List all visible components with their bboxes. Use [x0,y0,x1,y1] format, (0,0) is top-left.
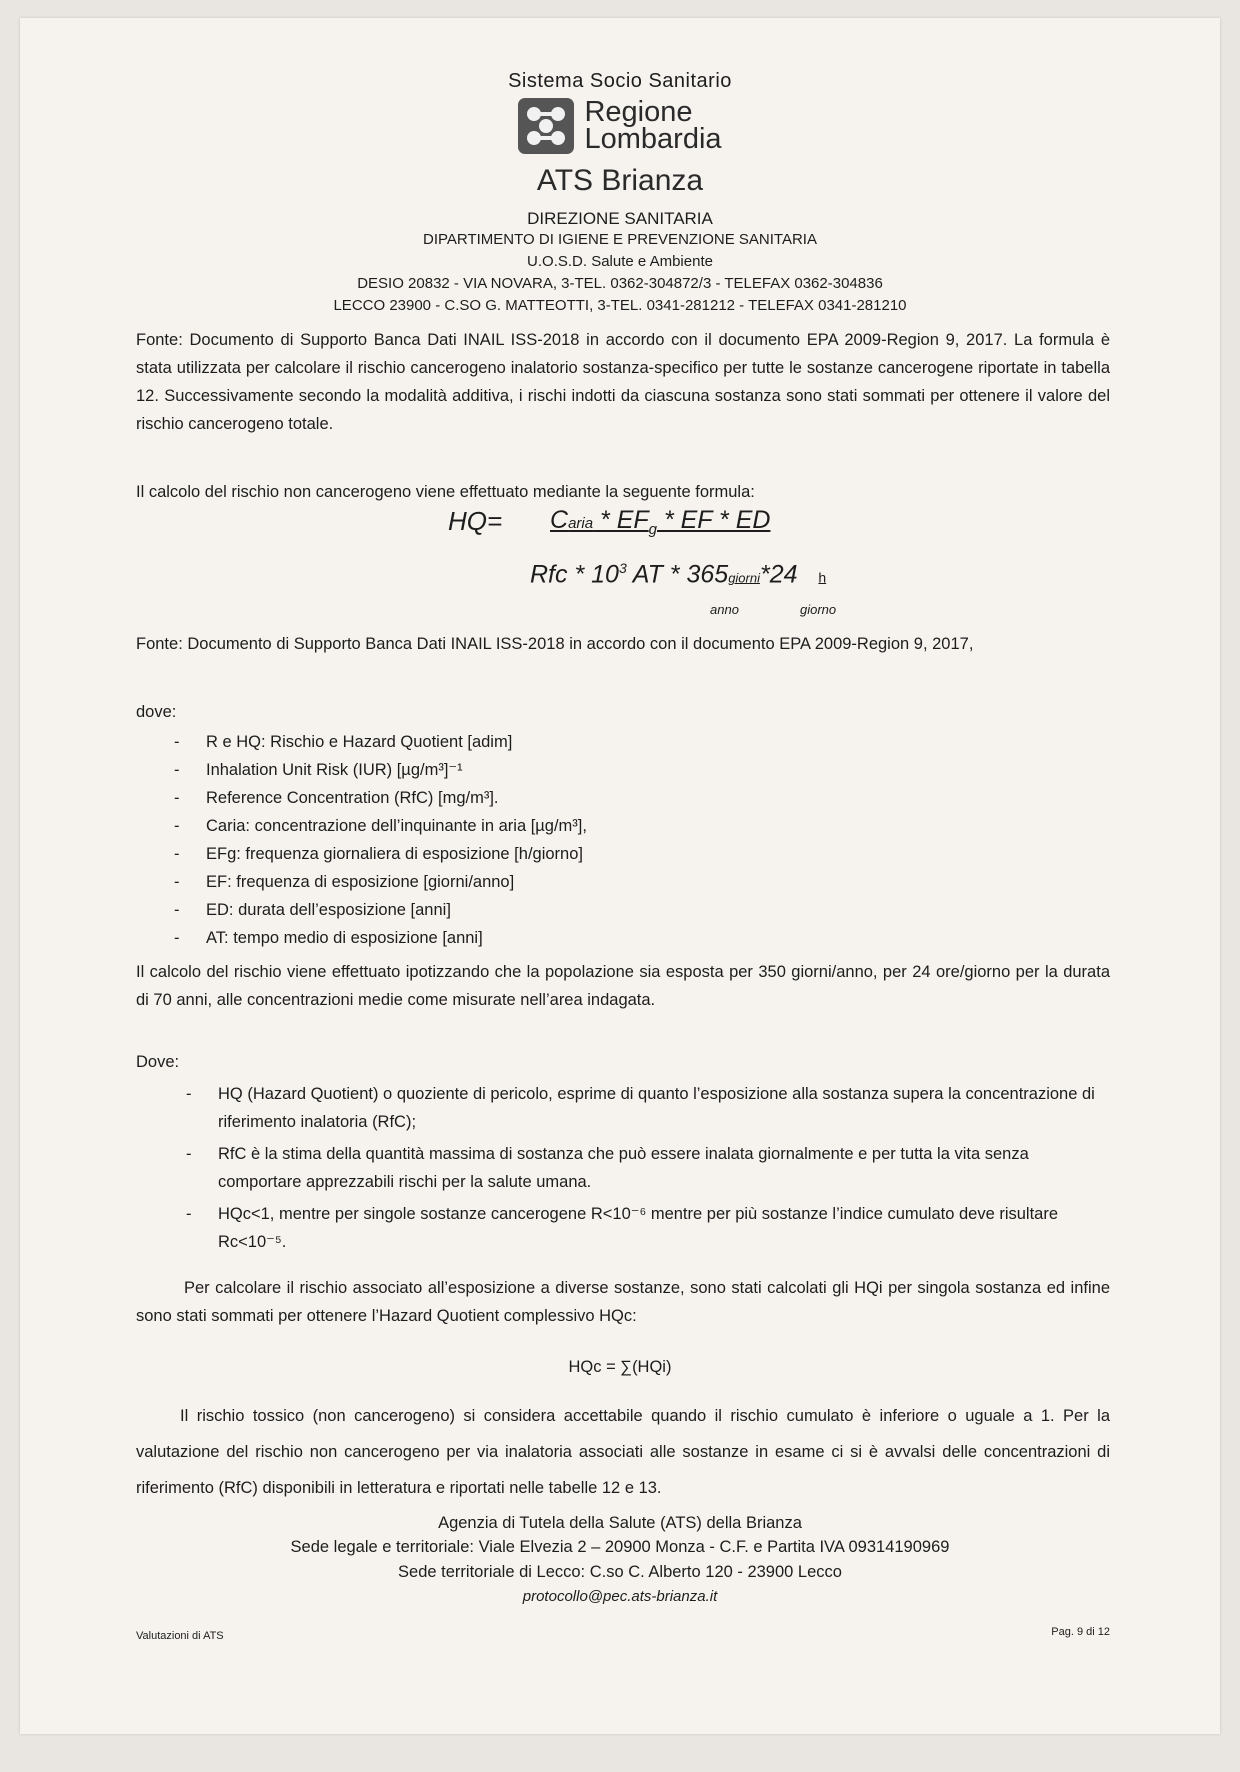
formula-anno: anno [710,602,739,617]
formula-denominator [530,560,826,589]
dove-label-2: Dove: [136,1053,180,1071]
list-item: - EFg: frequenza giornaliera di esposizione [h/giorno] [206,840,1106,868]
list-item: - Caria: concentrazione dell’inquinante in aria [µg/m³], [206,812,1106,840]
den-h: h [818,569,827,586]
logo-line-2: Lombardia [584,123,722,155]
num-ef-sub: g [648,521,657,538]
header-ats: ATS Brianza [536,164,704,197]
header-direzione: DIREZIONE SANITARIA [527,209,713,228]
paragraph-formula-intro: Il calcolo del rischio non cancerogeno viene effettuato mediante la seguente formula: [136,483,755,501]
list-item: - Inhalation Unit Risk (IUR) [µg/m³]⁻¹ [206,756,1106,784]
list-item: - RfC è la stima della quantità massima di sostanza che può essere inalata giornalmente e per tutta la vita senza comportare apprezzabili rischi per la salute umana. [218,1140,1108,1196]
den-rfc: Rfc * 10 [530,560,619,589]
header-uosd: U.O.S.D. Salute e Ambiente [527,253,713,270]
footer-agenzia: Agenzia di Tutela della Salute (ATS) della Brianza [438,1514,802,1532]
header-lecco: LECCO 23900 - C.SO G. MATTEOTTI, 3-TEL. 0341-281212 - TELEFAX 0341-281210 [333,297,907,314]
logo-line-1: Regione [584,96,693,128]
footer-sede-legale: Sede legale e territoriale: Viale Elvezia 2 – 20900 Monza - C.F. e Partita IVA 09314190969 [290,1538,950,1556]
den-giorni: giorni [728,570,760,586]
paragraph-fonte-1: Fonte: Documento di Supporto Banca Dati INAIL ISS-2018 in accordo con il documento EPA 2009-Region 9, 2017. La formula è stata utilizzata per calcolare il rischio cancerogeno inalatorio sostanza-specifico per tutte le sostanze cancerogene riportate in tabella 12. Successivamente secondo la modalità additiva, i rischi indotti da ciascuna sostanza sono stati sommati per ottenere il valore del rischio cancerogeno totale. [136,331,1110,433]
list-item: - Reference Concentration (RfC) [mg/m³]. [206,784,1106,812]
equation-hqc: HQc = ∑(HQi) [568,1358,672,1376]
conditions-list [218,1080,1108,1256]
paragraph-hq-calc: Per calcolare il rischio associato all’esposizione a diverse sostanze, sono stati calcolati gli HQi per singola sostanza ed infine sono stati sommati per ottenere l’Hazard Quotient complessivo HQc: [136,1279,1110,1325]
dove-label-1: dove: [136,703,177,721]
list-item: - R e HQ: Rischio e Hazard Quotient [adim] [206,728,1106,756]
formula-lhs: HQ= [448,506,503,536]
list-item: - AT: tempo medio di esposizione [anni] [206,924,1106,952]
formula-giorno: giorno [800,602,837,617]
paragraph-rischio-tossico: Il rischio tossico (non cancerogeno) si considera accettabile quando il rischio cumulato è inferiore o uguale a 1. Per la valutazione del rischio non cancerogeno per via inalatoria associati alle sostanze in esame ci si è avvalsi delle concentrazioni di riferimento (RfC) disponibili in letteratura e riportati nelle tabelle 12 e 13. [136,1407,1110,1497]
header-dipartimento: DIPARTIMENTO DI IGIENE E PREVENZIONE SANITARIA [423,231,817,248]
list-item: - HQ (Hazard Quotient) o quoziente di pericolo, esprime di quanto l’esposizione alla sostanza supera la concentrazione di riferimento inalatoria (RfC); [218,1080,1108,1136]
list-item: - EF: frequenza di esposizione [giorni/anno] [206,868,1106,896]
definitions-list [206,728,1106,952]
paragraph-fonte-2: Fonte: Documento di Supporto Banca Dati INAIL ISS-2018 in accordo con il documento EPA 2009-Region 9, 2017, [136,635,974,653]
num-rest: * EF * ED [657,506,771,534]
num-c: C [550,506,569,534]
den-exp: 3 [618,560,627,576]
footer-sede-lecco: Sede territoriale di Lecco: C.so C. Alberto 120 - 23900 Lecco [398,1563,842,1581]
footer-email: protocollo@pec.ats-brianza.it [522,1588,718,1605]
den-24: *24 [759,560,798,589]
header-desio: DESIO 20832 - VIA NOVARA, 3-TEL. 0362-304872/3 - TELEFAX 0362-304836 [357,275,883,292]
list-item: - ED: durata dell’esposizione [anni] [206,896,1106,924]
list-item: - HQc<1, mentre per singole sostanze cancerogene R<10⁻⁶ mentre per più sostanze l’indice cumulato deve risultare Rc<10⁻⁵. [218,1200,1108,1256]
footer-left-label: Valutazioni di ATS [136,1630,224,1642]
header-sistema: Sistema Socio Sanitario [508,70,732,92]
paragraph-ipotesi: Il calcolo del rischio viene effettuato ipotizzando che la popolazione sia esposta per 350 giorni/anno, per 24 ore/giorno per la durata di 70 anni, alle concentrazioni medie come misurate nell’area indagata. [136,963,1110,1009]
logo [20,98,1220,154]
document-page [20,18,1220,1734]
logo-text [584,96,722,155]
page-number: Pag. 9 di 12 [1051,1626,1110,1638]
regione-lombardia-logo-icon [518,98,574,154]
num-c-sub: aria [568,515,594,532]
formula-numerator [550,506,770,540]
den-at: AT * 365 [626,560,729,589]
num-ef: * EF [593,506,649,534]
